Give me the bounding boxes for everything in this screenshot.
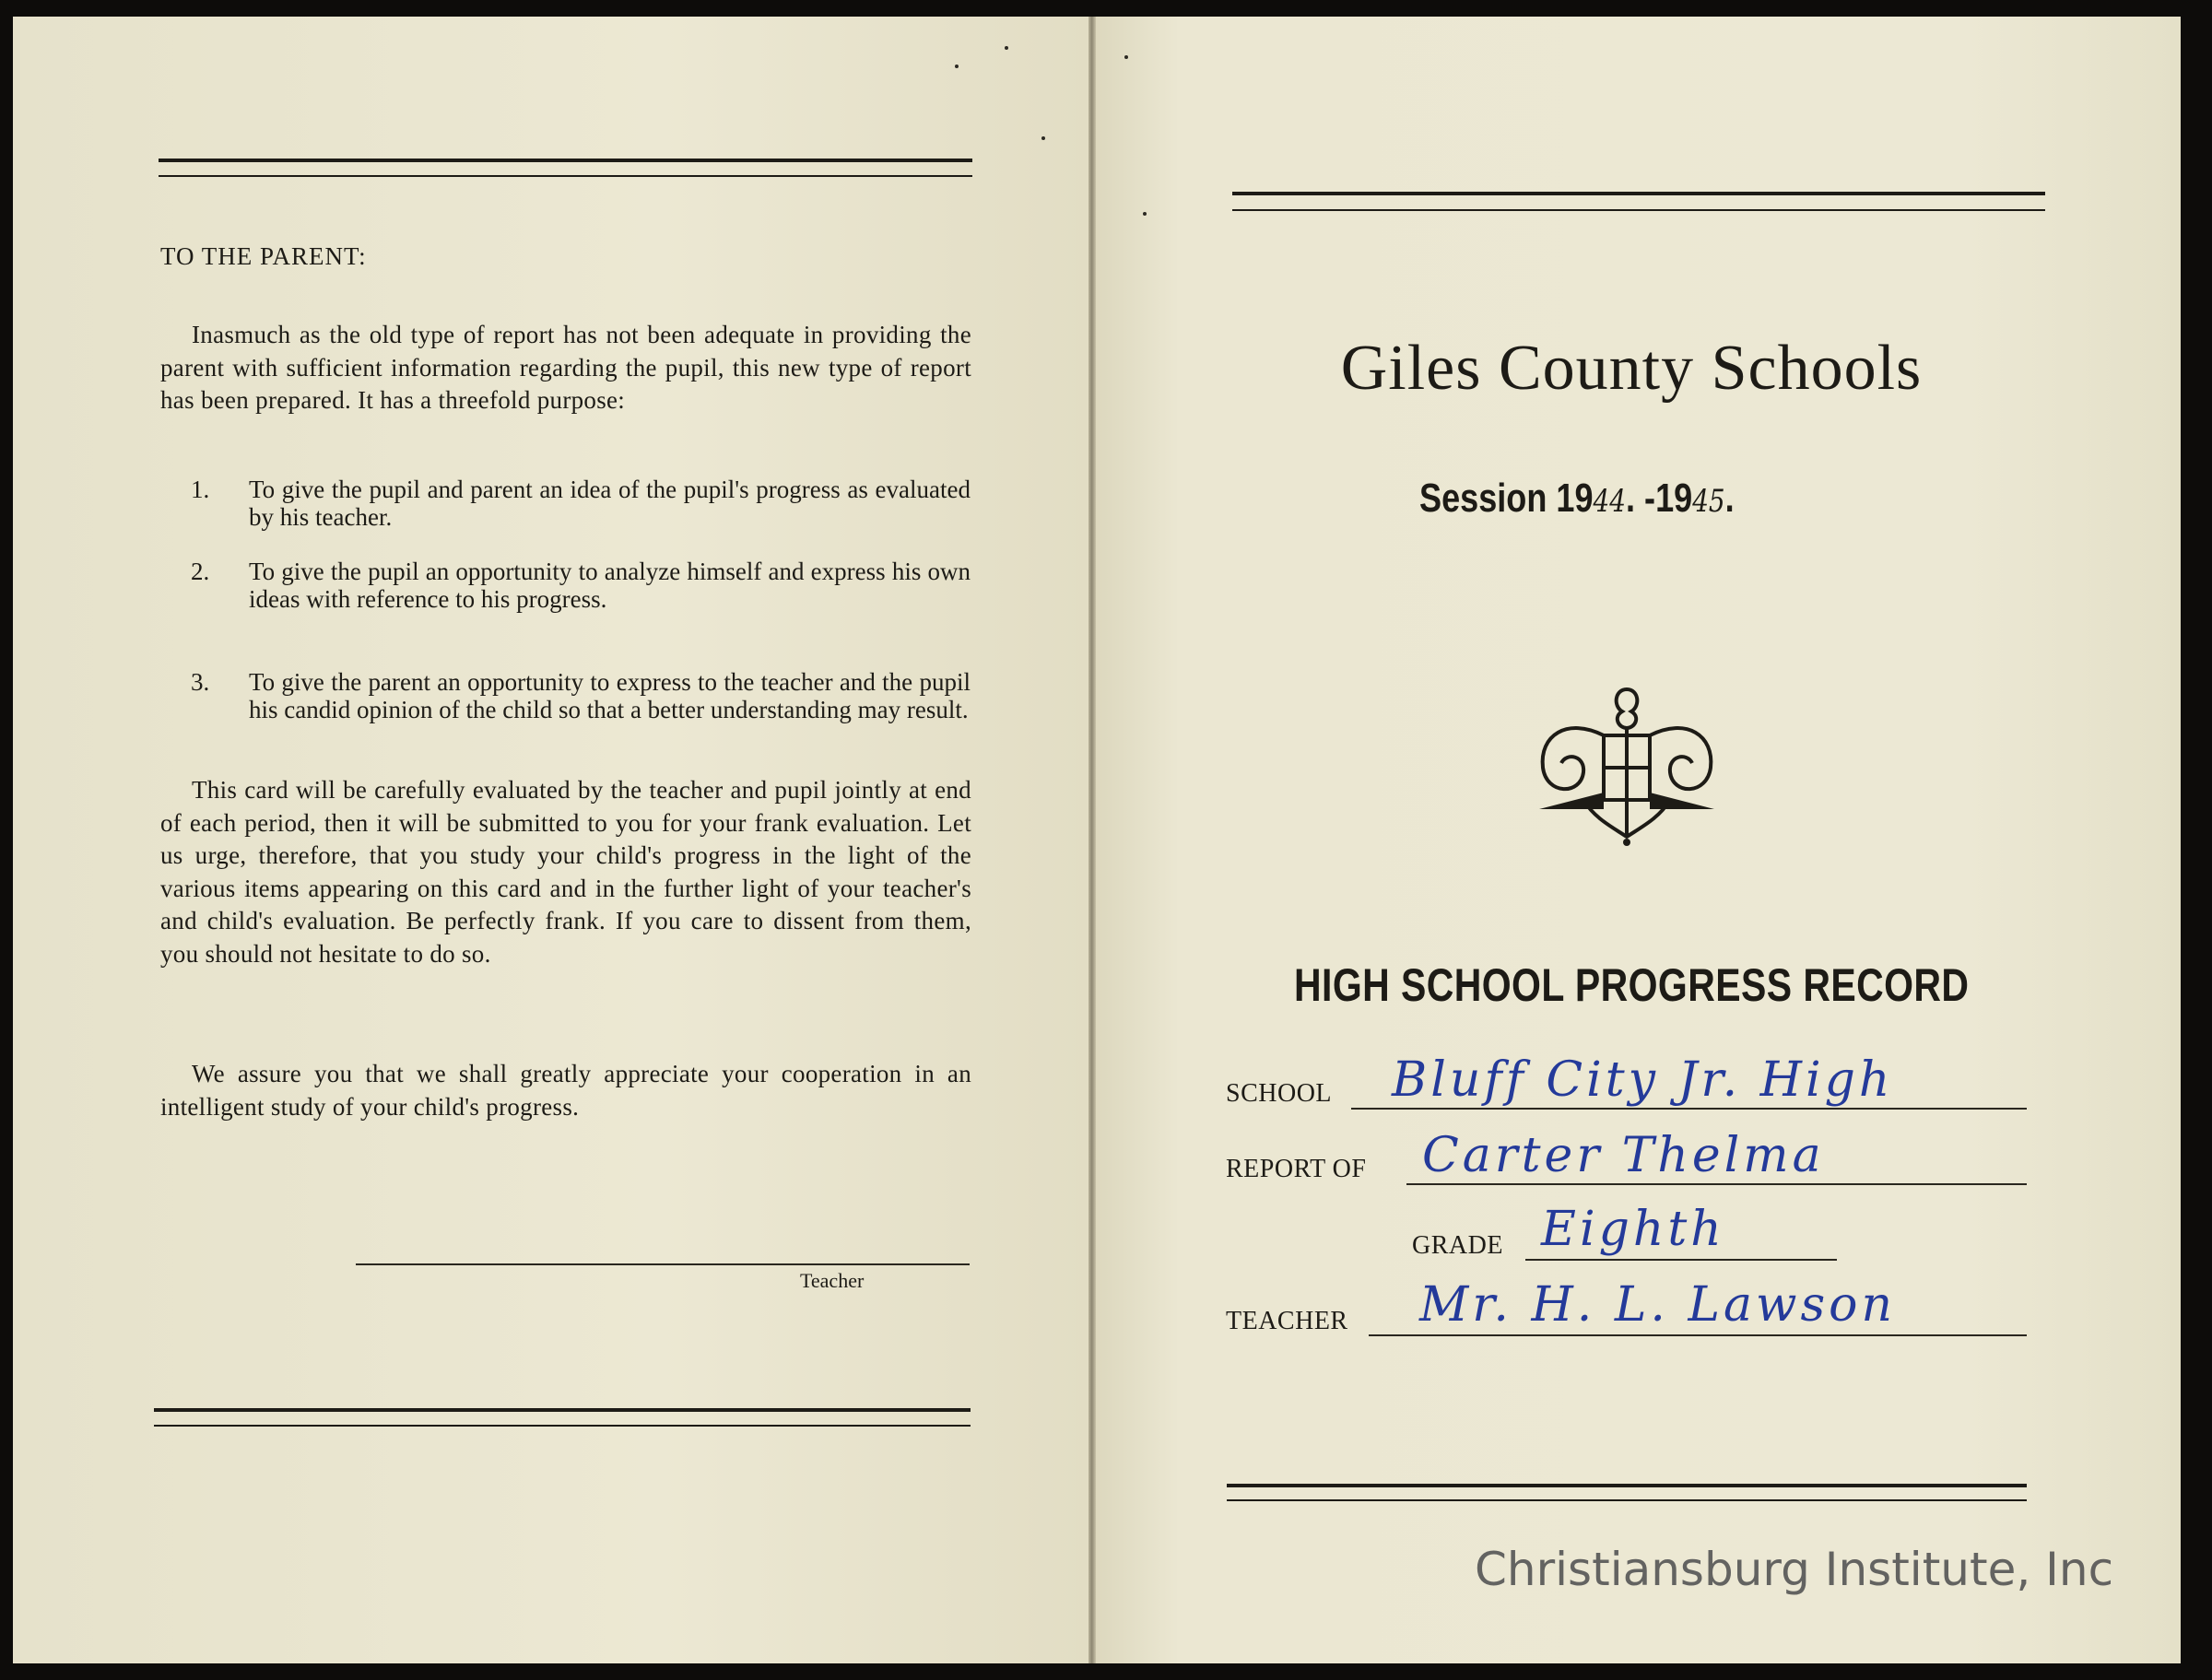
purpose-number: 3. xyxy=(191,668,210,696)
intro-paragraph xyxy=(160,319,971,417)
grade-value: Eighth xyxy=(1541,1202,1725,1257)
school-label: SCHOOL xyxy=(1226,1079,1333,1108)
session-prefix: Session 19 xyxy=(1419,476,1594,521)
school-line xyxy=(1351,1108,2027,1110)
paper-speck xyxy=(1124,55,1128,59)
purpose-number: 1. xyxy=(191,476,210,503)
purpose-text: To give the pupil and parent an idea of the pupil's progress as evaluated by his teacher. xyxy=(249,476,971,531)
teacher-label: TEACHER xyxy=(1226,1307,1348,1335)
evaluation-text: This card will be carefully evaluated by the teacher and pupil jointly at end of each period, then it will be submitted to you for your frank evaluation. Let us urge, therefore, that you study your child's progress in the light of the various items appearing on this card and in the further light of your teacher's and child's evaluation. Be perfectly frank. If you care to dissent from them, you should not hesitate to do so. xyxy=(160,776,971,968)
report-of-value: Carter Thelma xyxy=(1422,1128,1825,1183)
watermark-text: Christiansburg Institute, Inc xyxy=(1475,1543,2114,1596)
session-year-start: 44 xyxy=(1593,483,1627,520)
grade-label: GRADE xyxy=(1412,1231,1503,1260)
paper-speck xyxy=(1143,212,1147,216)
report-of-label: REPORT OF xyxy=(1226,1155,1367,1183)
progress-record-title: HIGH SCHOOL PROGRESS RECORD xyxy=(1294,959,1970,1011)
teacher-value: Mr. H. L. Lawson xyxy=(1419,1277,1896,1333)
parent-heading: TO THE PARENT: xyxy=(160,242,367,270)
right-top-rule-thin xyxy=(1232,209,2045,211)
paper-speck xyxy=(1041,136,1045,140)
purpose-text: To give the pupil an opportunity to analyze himself and express his own ideas with reference to his progress. xyxy=(249,558,971,613)
teacher-signature-line xyxy=(356,1263,970,1265)
grade-line xyxy=(1525,1259,1837,1261)
ornamental-emblem xyxy=(1530,680,1724,846)
session-suffix: . xyxy=(1724,476,1735,521)
purpose-text: To give the parent an opportunity to express to the teacher and the pupil his candid opinion of the child so that a better understanding may result. xyxy=(249,668,971,723)
school-system-title: Giles County Schools xyxy=(1340,333,1923,404)
closing-paragraph xyxy=(160,1058,971,1123)
session-separator: . -19 xyxy=(1626,476,1693,521)
paper-speck xyxy=(1005,46,1008,50)
center-fold xyxy=(1088,17,1096,1663)
school-value: Bluff City Jr. High xyxy=(1392,1052,1894,1108)
left-top-rule-thick xyxy=(159,159,972,162)
evaluation-paragraph xyxy=(160,774,971,970)
teacher-line xyxy=(1369,1334,2027,1336)
intro-text: Inasmuch as the old type of report has not been adequate in providing the parent with sufficient information regarding the pupil, this new type of report has been prepared. It has a threefold purpose: xyxy=(160,321,971,414)
report-of-line xyxy=(1406,1183,2027,1185)
left-bottom-rule-thin xyxy=(154,1425,971,1427)
right-bottom-rule-thin xyxy=(1227,1499,2027,1501)
closing-text: We assure you that we shall greatly appreciate your cooperation in an intelligent study of your child's progress. xyxy=(160,1060,971,1121)
teacher-signature-label: Teacher xyxy=(800,1269,865,1292)
session-years xyxy=(1419,476,1735,522)
left-bottom-rule-thick xyxy=(154,1408,971,1412)
right-top-rule-thick xyxy=(1232,192,2045,195)
session-year-end: 45 xyxy=(1692,483,1725,520)
left-top-rule-thin xyxy=(159,175,972,177)
right-bottom-rule-thick xyxy=(1227,1484,2027,1487)
paper-speck xyxy=(955,65,959,68)
purpose-number: 2. xyxy=(191,558,210,585)
